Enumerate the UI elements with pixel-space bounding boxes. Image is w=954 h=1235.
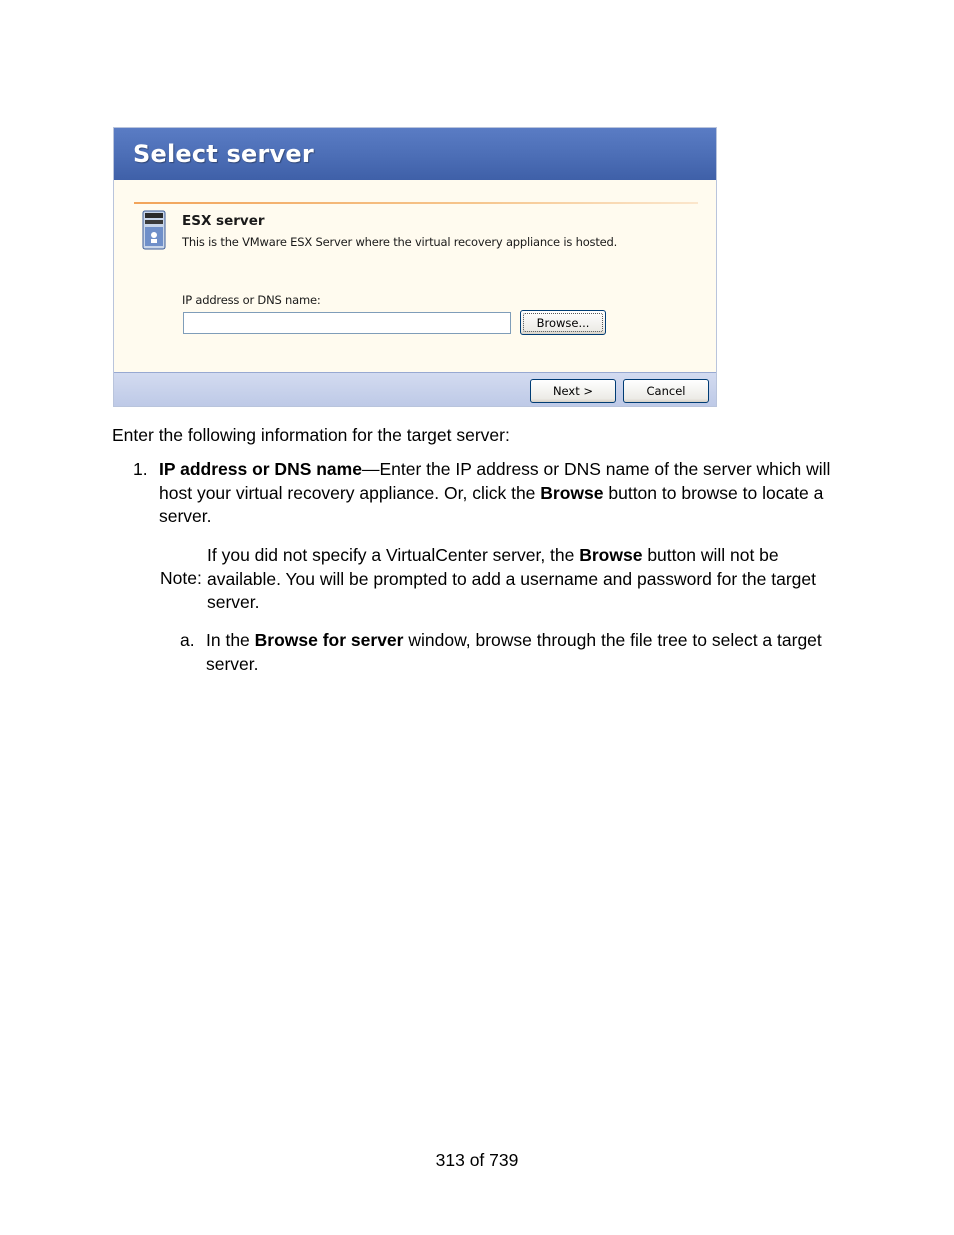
section-title: ESX server: [182, 213, 265, 229]
ip-address-input[interactable]: [183, 312, 511, 334]
substep-a-text: [206, 629, 846, 676]
step-number: 1.: [133, 459, 148, 479]
step-text-b: button to browse to locate a server.: [159, 482, 824, 526]
substep-text-b: window, browse through the file tree to select a target server.: [206, 630, 822, 674]
step-1-text: [159, 458, 859, 529]
dialog-footer: [114, 372, 716, 407]
note-text: [207, 544, 847, 615]
substep-text-a: In the: [206, 630, 255, 650]
page-number: 313 of 739: [435, 1150, 519, 1170]
substep-term: Browse for server: [254, 630, 404, 650]
intro-paragraph: Enter the following information for the target server:: [112, 425, 510, 445]
cancel-button[interactable]: Cancel: [623, 379, 709, 403]
note-text-b: button will not be available. You will be prompted to add a username and password for the target server.: [207, 545, 816, 612]
dialog-header: [114, 128, 716, 180]
browse-button[interactable]: [520, 310, 606, 335]
section-description: This is the VMware ESX Server where the virtual recovery appliance is hosted.: [182, 235, 618, 249]
browse-button-label: Browse...: [536, 315, 590, 330]
ip-address-label: IP address or DNS name:: [182, 293, 321, 307]
server-icon: [142, 210, 166, 250]
note-label: Note:: [160, 568, 202, 588]
note-text-a: If you did not specify a VirtualCenter server, the: [207, 545, 580, 565]
step-browse-term: Browse: [540, 482, 604, 503]
section-divider: [134, 202, 698, 204]
substep-letter: a.: [180, 630, 195, 650]
dialog-title: Select server: [133, 140, 314, 168]
step-term: IP address or DNS name: [159, 459, 362, 479]
next-button[interactable]: Next >: [530, 379, 616, 403]
note-browse-term: Browse: [579, 545, 643, 565]
select-server-dialog: [113, 127, 717, 407]
step-text-a: —Enter the IP address or DNS name of the server which will host your virtual recovery appliance. Or, click the: [159, 459, 831, 503]
